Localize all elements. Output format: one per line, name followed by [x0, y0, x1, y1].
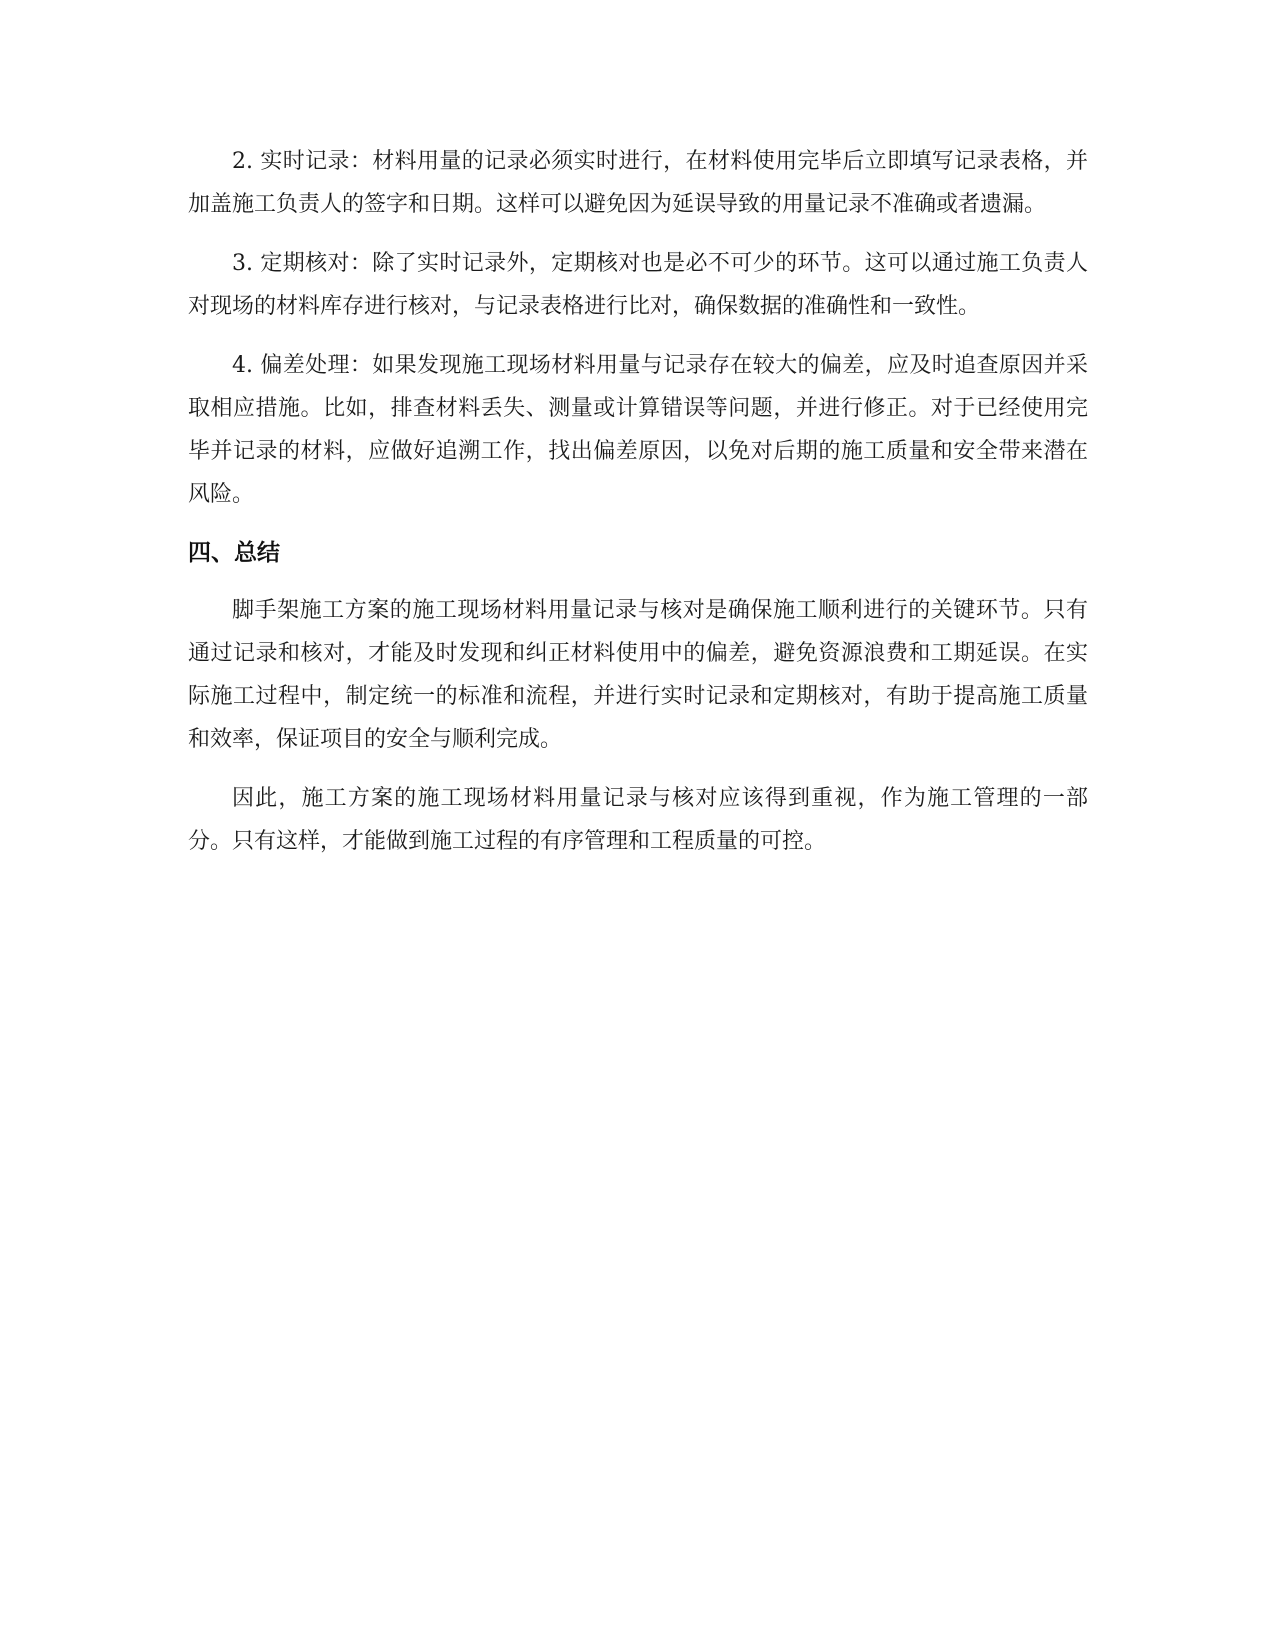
paragraph-summary-2: 因此，施工方案的施工现场材料用量记录与核对应该得到重视，作为施工管理的一部分。只有这样，才能做到施工过程的有序管理和工程质量的可控。 [188, 786, 1088, 854]
document-body [188, 140, 1088, 879]
paragraph-periodic-check: 3. 定期核对：除了实时记录外，定期核对也是必不可少的环节。这可以通过施工负责人对现场的材料库存进行核对，与记录表格进行比对，确保数据的准确性和一致性。 [188, 251, 1088, 319]
paragraph-deviation-handling: 4. 偏差处理：如果发现施工现场材料用量与记录存在较大的偏差，应及时追查原因并采取相应措施。比如，排查材料丢失、测量或计算错误等问题，并进行修正。对于已经使用完毕并记录的材料，应做好追溯工作，找出偏差原因，以免对后期的施工质量和安全带来潜在风险。 [188, 353, 1088, 507]
paragraph-realtime-record: 2. 实时记录：材料用量的记录必须实时进行，在材料使用完毕后立即填写记录表格，并加盖施工负责人的签字和日期。这样可以避免因为延误导致的用量记录不准确或者遗漏。 [188, 149, 1088, 217]
paragraph-summary-1: 脚手架施工方案的施工现场材料用量记录与核对是确保施工顺利进行的关键环节。只有通过记录和核对，才能及时发现和纠正材料使用中的偏差，避免资源浪费和工期延误。在实际施工过程中，制定统一的标准和流程，并进行实时记录和定期核对，有助于提高施工质量和效率，保证项目的安全与顺利完成。 [188, 598, 1088, 752]
section-heading-summary: 四、总结 [188, 540, 280, 566]
